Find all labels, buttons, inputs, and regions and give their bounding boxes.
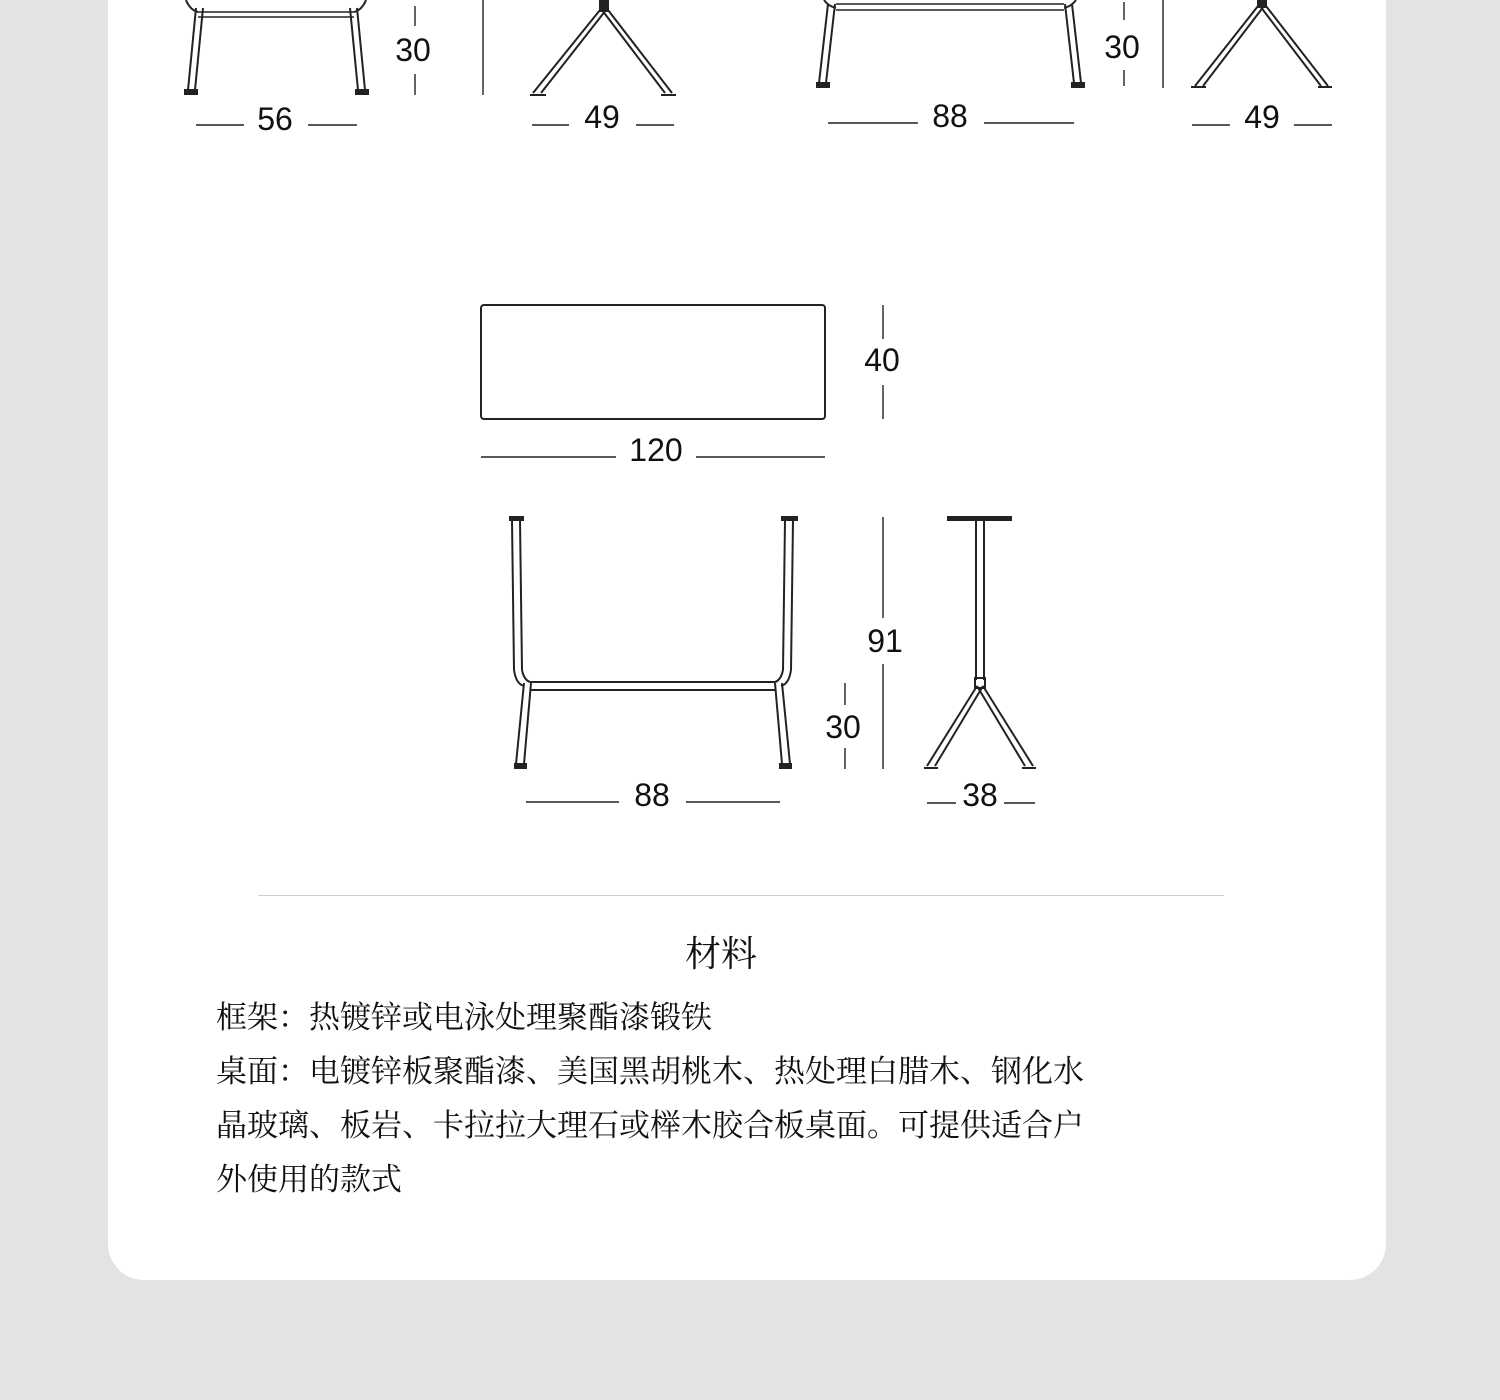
chair-front-width-dimension bbox=[196, 101, 357, 137]
chair-side-depth-label: 49 bbox=[584, 99, 620, 135]
bench-front-view bbox=[816, 0, 1085, 88]
table-side-depth-label: 38 bbox=[962, 777, 998, 813]
bench-front-width-label: 88 bbox=[932, 98, 968, 134]
table-front-width-dimension bbox=[526, 777, 780, 813]
table-top-width-label: 120 bbox=[629, 432, 683, 468]
materials-tabletop-line: 外使用的款式 bbox=[216, 1162, 402, 1198]
chair-front-view bbox=[184, 0, 369, 95]
table-front-height-label: 91 bbox=[867, 623, 903, 659]
materials-tabletop-line: 晶玻璃、板岩、卡拉拉大理石或榉木胶合板桌面。可提供适合户 bbox=[216, 1108, 1084, 1144]
table-stretcher-height-label: 30 bbox=[825, 709, 861, 745]
chair-front-height-label: 30 bbox=[395, 32, 431, 68]
table-front-view bbox=[509, 516, 798, 769]
table-side-view bbox=[924, 516, 1036, 768]
table-side-depth-dimension bbox=[927, 777, 1035, 813]
chair-front-width-label: 56 bbox=[257, 101, 293, 137]
materials-section bbox=[216, 925, 1226, 1207]
bench-side-depth-label: 49 bbox=[1244, 99, 1280, 135]
bench-front-height-dimension bbox=[1104, 2, 1140, 86]
materials-frame-line: 框架：热镀锌或电泳处理聚酯漆锻铁 bbox=[216, 1000, 712, 1036]
table-top-width-dimension bbox=[481, 432, 825, 468]
bench-front-width-dimension bbox=[828, 98, 1074, 134]
chair-front-height-dimension bbox=[395, 6, 431, 95]
table-top-view-outline bbox=[481, 305, 825, 419]
chair-side-depth-dimension bbox=[532, 99, 674, 135]
section-divider bbox=[258, 895, 1224, 896]
table-top-depth-label: 40 bbox=[864, 342, 900, 378]
table-top-depth-dimension bbox=[864, 305, 900, 419]
bench-front-height-label: 30 bbox=[1104, 29, 1140, 65]
materials-tabletop-line: 桌面：电镀锌板聚酯漆、美国黑胡桃木、热处理白腊木、钢化水 bbox=[216, 1054, 1084, 1090]
bench-side-depth-dimension bbox=[1192, 99, 1332, 135]
table-front-width-label: 88 bbox=[634, 777, 670, 813]
materials-title: 材料 bbox=[684, 934, 757, 975]
chair-side-view bbox=[530, 0, 676, 95]
table-front-height-dimension bbox=[867, 517, 903, 769]
table-stretcher-height-dimension bbox=[825, 683, 861, 769]
bench-side-view bbox=[1191, 0, 1332, 87]
